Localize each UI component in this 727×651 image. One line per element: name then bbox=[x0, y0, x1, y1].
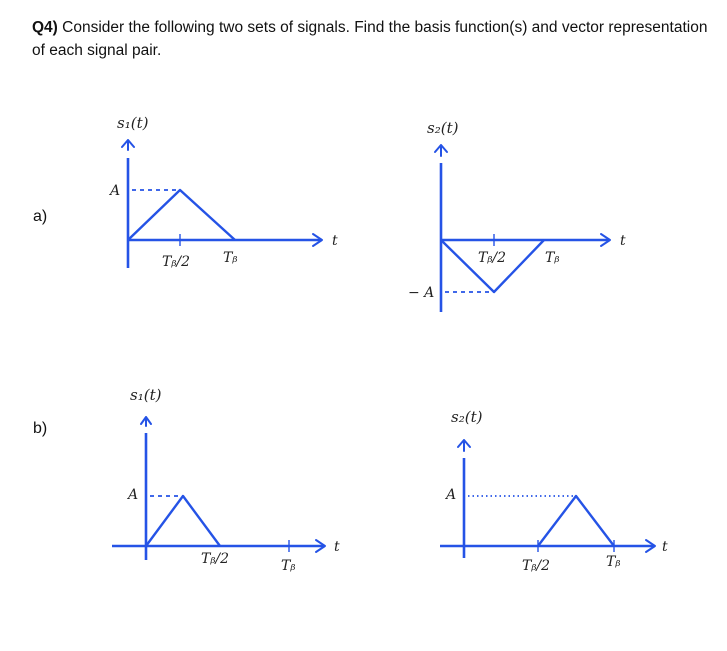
plot-b-s2-end-label: Tᵦ bbox=[606, 554, 621, 570]
plot-b-s1-signal bbox=[146, 496, 220, 546]
question-number: Q4) bbox=[32, 19, 58, 36]
plot-a-s2-yarrow bbox=[435, 145, 447, 156]
plot-a-s2 bbox=[408, 119, 626, 312]
plot-b-s1-half-label: Tᵦ/2 bbox=[201, 551, 230, 567]
plot-b-s2-half-label: Tᵦ/2 bbox=[522, 558, 551, 574]
plot-a-s2-title: s₂(t) bbox=[427, 119, 459, 137]
plot-b-s1-amp-label: A bbox=[128, 487, 139, 503]
plot-b-s2 bbox=[440, 408, 668, 574]
part-a-label: a) bbox=[33, 208, 48, 225]
plot-a-s1-half-label: Tᵦ/2 bbox=[162, 254, 191, 270]
plot-a-s1-end-label: Tᵦ bbox=[223, 250, 238, 266]
plot-b-s1-title: s₁(t) bbox=[130, 386, 162, 404]
plot-b-s2-title: s₂(t) bbox=[451, 408, 483, 426]
plot-b-s2-yarrow bbox=[458, 440, 470, 451]
plot-b-s1-yarrow bbox=[141, 417, 151, 426]
plot-a-s1-yarrow bbox=[122, 140, 134, 150]
plot-a-s1-signal bbox=[128, 190, 235, 240]
plot-a-s1-title: s₁(t) bbox=[117, 114, 149, 132]
plot-a-s1-amp-label: A bbox=[110, 183, 121, 199]
plot-a-s2-axis-label: t bbox=[620, 233, 626, 249]
plot-b-s2-amp-label: A bbox=[446, 487, 457, 503]
plot-a-s2-half-label: Tᵦ/2 bbox=[478, 250, 507, 266]
plot-b-s1-end-label: Tᵦ bbox=[281, 558, 296, 574]
plot-a-s2-end-label: Tᵦ bbox=[545, 250, 560, 266]
part-b-label: b) bbox=[33, 420, 48, 437]
plot-a-s1 bbox=[108, 114, 338, 270]
plot-b-s2-axis-label: t bbox=[662, 539, 668, 555]
plot-b-s1 bbox=[112, 386, 340, 574]
question-body: Consider the following two sets of signals. Find the basis function(s) and vector representation of each signal pair. bbox=[32, 19, 708, 59]
plot-a-s1-axis-label: t bbox=[332, 233, 338, 249]
plot-a-s2-signal bbox=[441, 240, 544, 292]
plot-b-s2-signal bbox=[538, 496, 614, 546]
plot-b-s1-axis-label: t bbox=[334, 539, 340, 555]
plot-a-s2-amp-label: − A bbox=[408, 285, 435, 301]
